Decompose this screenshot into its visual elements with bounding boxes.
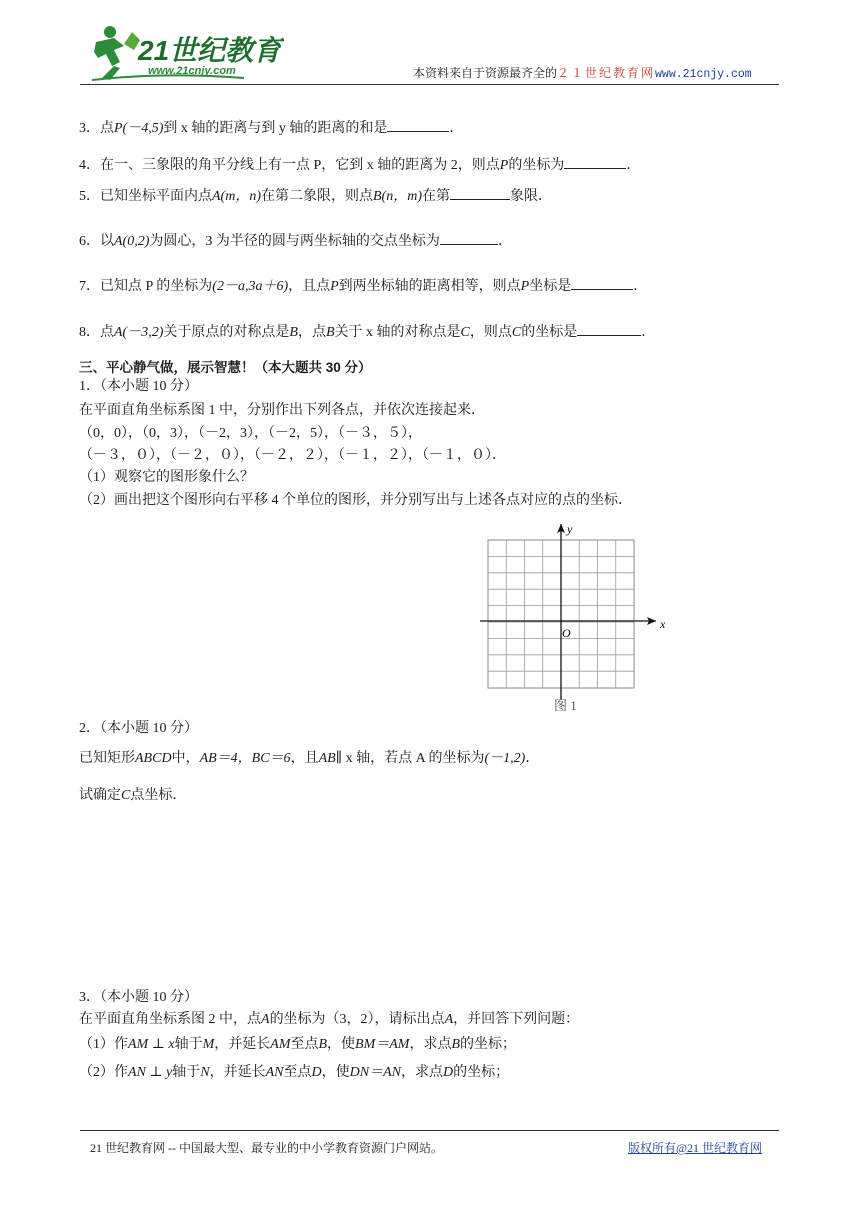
p3-a: A — [261, 1012, 270, 1027]
answer-blank[interactable] — [387, 118, 449, 132]
p3-s2-d: 至点 — [283, 1065, 312, 1080]
p2-label: 2．（本小题 10 分） — [79, 721, 198, 736]
answer-blank[interactable] — [440, 231, 498, 245]
p3-sub-1 — [79, 1036, 516, 1054]
p3-s2-dpt2: D — [442, 1065, 454, 1080]
q8-c2: C — [511, 325, 522, 340]
p3-s2-g: 的坐标； — [453, 1065, 510, 1080]
header-note-url[interactable]: www.21cnjy.com — [655, 68, 752, 81]
p3-s2-dpt: D — [311, 1065, 322, 1080]
p1-points-1: （0，0），（0，3），（－2，3），（－2，5），（－３，５）， — [79, 426, 422, 441]
q8-c: C — [460, 325, 470, 340]
q7-p2: P — [520, 279, 530, 294]
p1-label: 1．（本小题 10 分） — [79, 379, 198, 394]
q7-text-b: ，且点 — [288, 279, 331, 294]
p2-text-b: 中， — [171, 751, 200, 766]
p1-points-2: （－３，０），（－２，０），（－２，２），（－１，２），（－１，０）． — [79, 448, 506, 463]
q8-point-a: A(－3,2) — [114, 325, 164, 340]
site-logo — [84, 22, 284, 84]
p3-intro — [79, 1011, 579, 1029]
p2-line-2 — [79, 787, 186, 805]
p3-sub-2 — [79, 1064, 509, 1082]
question-4: 4．在一、三象限的角平分线上有一点 P，它到 x 轴的距离为 2，则点P的坐标为 ． — [79, 155, 640, 175]
footer-divider — [80, 1130, 779, 1131]
q3-point: P(－4,5) — [114, 121, 164, 136]
q3-num: 3．点 — [79, 121, 114, 136]
q7-text-c: 到两坐标轴的距离相等，则点 — [338, 279, 521, 294]
p3-s1-e: ，使 — [327, 1037, 356, 1052]
y-axis-label: y — [567, 522, 573, 536]
p1-sub-2: （2）画出把这个图形向右平移 4 个单位的图形，并分别写出与上述各点对应的点的坐标． — [79, 493, 632, 508]
answer-blank[interactable] — [564, 155, 626, 169]
p1-sub-1: （1）观察它的图形象什么？ — [79, 470, 254, 485]
copyright-link[interactable]: 版权所有@21 世纪教育网 — [628, 1141, 763, 1155]
p3-s1-bpt2: B — [451, 1037, 461, 1052]
question-3: 3．点P(－4,5)到 x 轴的距离与到 y 轴的距离的和是 ． — [79, 118, 463, 138]
p3-s2-eq: DN＝AN — [349, 1065, 401, 1080]
logo-text: 21世纪教育 — [138, 35, 282, 66]
coordinate-grid — [476, 520, 676, 720]
header-note-brand: ２１世纪教育网 — [557, 66, 656, 80]
q7-text-a: 7．已知点 P 的坐标为 — [79, 279, 213, 294]
p3-a2: A — [444, 1012, 454, 1027]
p3-s1-g: 的坐标； — [460, 1037, 517, 1052]
p2-text-d: ∥ x 轴，若点 A 的坐标为 — [335, 751, 485, 766]
p3-s1-am: AM ⊥ x — [128, 1037, 175, 1052]
p3-s1-d: 至点 — [290, 1037, 319, 1052]
p3-s2-c: ，并延长 — [209, 1065, 266, 1080]
p3-s1-m: M — [202, 1037, 215, 1052]
header-divider — [80, 84, 779, 85]
q8-text-a: 8．点 — [79, 325, 114, 340]
q4-text-a: 4．在一、三象限的角平分线上有一点 P，它到 x 轴的距离为 2，则点 — [79, 158, 500, 173]
p2-text-e: ． — [525, 751, 540, 766]
p2-coord: (－1,2) — [484, 751, 526, 766]
header-note — [413, 64, 752, 81]
p3-s2-f: ，求点 — [400, 1065, 443, 1080]
q8-text-d: 关于 x 轴的对称点是 — [334, 325, 461, 340]
origin-label: O — [562, 626, 571, 640]
p2-text-c: ，且 — [290, 751, 319, 766]
logo-url: www.21cnjy.com — [148, 65, 236, 77]
q8-b2: B — [325, 325, 335, 340]
p2-c: C — [121, 788, 131, 803]
p2-abcd: ABCD — [135, 751, 172, 766]
p3-intro-b: 的坐标为（3，2），请标出点 — [269, 1012, 445, 1027]
p2-condition: AB＝4，BC＝6 — [199, 751, 291, 766]
p3-s2-n: N — [200, 1065, 210, 1080]
p3-label: 3．（本小题 10 分） — [79, 990, 198, 1005]
q5-text-b: 在第二象限，则点 — [261, 189, 373, 204]
x-axis-label: x — [660, 617, 666, 631]
q3-text: 到 x 轴的距离与到 y 轴的距离的和是 — [163, 121, 388, 136]
p3-s1-bpt: B — [318, 1037, 328, 1052]
question-6: 6．以A(0,2)为圆心，3 为半径的圆与两坐标轴的交点坐标为 ． — [79, 231, 512, 251]
q8-text-b: 关于原点的对称点是 — [163, 325, 290, 340]
q6-text-b: 为圆心，3 为半径的圆与两坐标轴的交点坐标为 — [149, 234, 440, 249]
p3-s2-b: 轴于 — [172, 1065, 201, 1080]
p3-s1-am2: AM — [270, 1037, 291, 1052]
q4-text-b: 的坐标为 — [508, 158, 565, 173]
q5-text-c: 在第 — [422, 189, 450, 204]
q5-text-a: 5．已知坐标平面内点 — [79, 189, 212, 204]
answer-blank[interactable] — [571, 276, 633, 290]
p3-intro-c: ，并回答下列问题： — [453, 1012, 580, 1027]
q8-text-c: ，点 — [297, 325, 326, 340]
question-7: 7．已知点 P 的坐标为(2－a,3a＋6)，且点P到两坐标轴的距离相等，则点P坐标是 ． — [79, 276, 647, 296]
p3-intro-a: 在平面直角坐标系图 2 中，点 — [79, 1012, 261, 1027]
q5-point-a: A(m，n) — [212, 189, 261, 204]
p3-s2-an2: AN — [265, 1065, 284, 1080]
p2-line2-text-b: 点坐标． — [130, 788, 187, 803]
answer-blank[interactable] — [450, 186, 510, 200]
p1-intro: 在平面直角坐标系图 1 中，分别作出下列各点，并依次连接起来． — [79, 403, 485, 418]
p3-s2-a: （2）作 — [79, 1065, 128, 1080]
p3-s1-eq: BM＝AM — [355, 1037, 410, 1052]
q8-text-f: 的坐标是 — [521, 325, 578, 340]
section-3-title: 三、平心静气做，展示智慧！（本大题共 30 分） — [79, 360, 372, 375]
p2-text-a: 已知矩形 — [79, 751, 135, 766]
q8-b: B — [289, 325, 298, 340]
q6-point: A(0,2) — [114, 234, 150, 249]
question-8: 8．点A(－3,2)关于原点的对称点是B，点B关于 x 轴的对称点是C，则点C的坐标是 ． — [79, 322, 655, 342]
runner-logo-icon — [84, 22, 284, 84]
figure-caption: 图 1 — [554, 698, 577, 713]
p3-s2-e: ，使 — [321, 1065, 350, 1080]
p3-s2-an: AN ⊥ y — [128, 1065, 173, 1080]
answer-blank[interactable] — [577, 322, 641, 336]
q7-p: P — [330, 279, 339, 294]
p3-s1-a: （1）作 — [79, 1037, 128, 1052]
p3-s1-c: ，并延长 — [214, 1037, 271, 1052]
p2-line-1 — [79, 750, 539, 768]
figure-1 — [476, 520, 676, 720]
q5-point-b: B(n，m) — [373, 189, 422, 204]
p2-line2-text-a: 试确定 — [79, 788, 121, 803]
p3-s1-f: ，求点 — [409, 1037, 452, 1052]
q7-coord: (2－a,3a＋6) — [212, 279, 289, 294]
q5-text-d: 象限． — [510, 189, 552, 204]
question-5 — [79, 186, 552, 206]
footer-note: 21 世纪教育网 -- 中国最大型、最专业的中小学教育资源门户网站。 — [90, 1141, 443, 1155]
q7-text-d: 坐标是 — [529, 279, 572, 294]
p3-s1-b: 轴于 — [174, 1037, 203, 1052]
header-note-prefix: 本资料来自于资源最齐全的 — [413, 66, 558, 80]
q4-p: P — [499, 158, 509, 173]
q6-text-a: 6．以 — [79, 234, 114, 249]
p2-ab: AB — [318, 751, 336, 766]
q8-text-e: ，则点 — [469, 325, 512, 340]
